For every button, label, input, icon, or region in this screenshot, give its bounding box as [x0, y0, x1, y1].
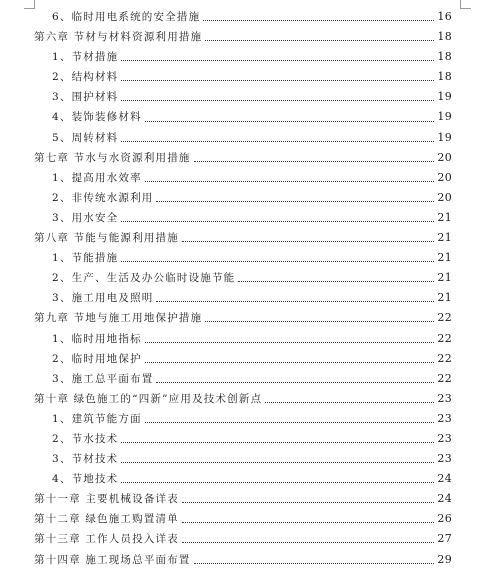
toc-chapter-entry[interactable]	[0, 308, 452, 328]
toc-page-number: 21	[437, 271, 452, 285]
toc-page-number: 22	[437, 371, 452, 385]
toc-leader-dots	[145, 120, 435, 122]
toc-leader-dots	[182, 501, 434, 503]
toc-leader-dots	[121, 140, 434, 142]
toc-section-entry[interactable]	[0, 168, 452, 188]
toc-chapter-entry[interactable]	[0, 550, 452, 570]
toc-page-number: 23	[437, 411, 452, 425]
toc-section-entry[interactable]	[0, 288, 452, 308]
toc-section-entry[interactable]	[0, 7, 452, 27]
toc-page-number: 21	[437, 231, 452, 245]
toc-section-entry[interactable]	[0, 429, 452, 449]
toc-entry-label: 2、生产、生活及办公临时设施节能	[52, 272, 236, 285]
toc-entry-label: 3、节材技术	[52, 453, 119, 466]
toc-entry-label: 第八章 节能与能源利用措施	[34, 232, 179, 245]
toc-chapter-entry[interactable]	[0, 489, 452, 509]
toc-entry-label: 第九章 节地与施工用地保护措施	[34, 312, 203, 325]
toc-page-number: 18	[437, 30, 452, 44]
toc-leader-dots	[194, 160, 435, 162]
toc-page-number: 19	[437, 130, 452, 144]
toc-leader-dots	[121, 441, 434, 443]
toc-section-entry[interactable]	[0, 268, 452, 288]
toc-chapter-entry[interactable]	[0, 27, 452, 47]
toc-entry-label: 3、用水安全	[52, 211, 119, 224]
toc-leader-dots	[203, 19, 434, 21]
toc-leader-dots	[121, 79, 434, 81]
toc-page-number: 22	[437, 351, 452, 365]
toc-page-number: 23	[437, 391, 452, 405]
toc-chapter-entry[interactable]	[0, 529, 452, 549]
toc-page-number: 20	[437, 170, 452, 184]
toc-entry-label: 1、提高用水效率	[52, 171, 142, 184]
toc-leader-dots	[121, 461, 434, 463]
toc-section-entry[interactable]	[0, 67, 452, 87]
toc-leader-dots	[182, 521, 434, 523]
toc-entry-label: 2、节水技术	[52, 432, 119, 445]
toc-page-number: 23	[437, 452, 452, 466]
toc-page-number: 23	[437, 431, 452, 445]
toc-page-number: 26	[437, 512, 452, 526]
toc-entry-label: 5、周转材料	[52, 131, 119, 144]
toc-leader-dots	[156, 200, 434, 202]
toc-entry-label: 第十四章 施工现场总平面布置	[34, 553, 191, 566]
toc-page-number: 24	[437, 492, 452, 506]
toc-page-number: 20	[437, 190, 452, 204]
toc-page-number: 19	[437, 110, 452, 124]
toc-page-number: 21	[437, 291, 452, 305]
toc-section-entry[interactable]	[0, 469, 452, 489]
toc-entry-label: 1、节能措施	[52, 252, 119, 265]
toc-page-number: 21	[437, 210, 452, 224]
toc-page-number: 22	[437, 331, 452, 345]
toc-entry-label: 3、施工总平面布置	[52, 372, 154, 385]
toc-entry-label: 第六章 节材与材料资源利用措施	[34, 31, 203, 44]
toc-entry-label: 2、结构材料	[52, 71, 119, 84]
toc-section-entry[interactable]	[0, 369, 452, 389]
table-of-contents	[0, 7, 485, 570]
toc-chapter-entry[interactable]	[0, 389, 452, 409]
toc-entry-label: 第十章 绿色施工的“四新”应用及技术创新点	[34, 392, 263, 405]
toc-section-entry[interactable]	[0, 349, 452, 369]
toc-page-number: 22	[437, 311, 452, 325]
toc-leader-dots	[156, 381, 434, 383]
toc-leader-dots	[145, 341, 435, 343]
toc-entry-label: 第十二章 绿色施工购置清单	[34, 513, 179, 526]
toc-page-number: 16	[437, 10, 452, 23]
toc-entry-label: 3、围护材料	[52, 91, 119, 104]
toc-section-entry[interactable]	[0, 409, 452, 429]
toc-leader-dots	[265, 401, 434, 403]
toc-page-number: 18	[437, 70, 452, 84]
toc-page-number: 21	[437, 251, 452, 265]
toc-page-number: 24	[437, 472, 452, 486]
toc-leader-dots	[205, 320, 434, 322]
toc-chapter-entry[interactable]	[0, 148, 452, 168]
toc-leader-dots	[182, 240, 434, 242]
toc-section-entry[interactable]	[0, 47, 452, 67]
toc-entry-label: 4、装饰装修材料	[52, 111, 142, 124]
toc-leader-dots	[121, 481, 434, 483]
toc-section-entry[interactable]	[0, 87, 452, 107]
toc-page-number: 20	[437, 150, 452, 164]
toc-leader-dots	[121, 260, 434, 262]
toc-leader-dots	[145, 180, 435, 182]
toc-leader-dots	[145, 421, 435, 423]
toc-page-number: 19	[437, 90, 452, 104]
toc-chapter-entry[interactable]	[0, 509, 452, 529]
toc-section-entry[interactable]	[0, 449, 452, 469]
toc-section-entry[interactable]	[0, 329, 452, 349]
toc-leader-dots	[121, 220, 434, 222]
toc-section-entry[interactable]	[0, 128, 452, 148]
toc-leader-dots	[194, 562, 435, 564]
toc-section-entry[interactable]	[0, 188, 452, 208]
toc-chapter-entry[interactable]	[0, 228, 452, 248]
toc-entry-label: 4、节地技术	[52, 473, 119, 486]
toc-entry-label: 1、节材措施	[52, 51, 119, 64]
toc-leader-dots	[145, 361, 435, 363]
toc-leader-dots	[238, 280, 434, 282]
toc-leader-dots	[121, 99, 434, 101]
toc-entry-label: 1、建筑节能方面	[52, 412, 142, 425]
toc-leader-dots	[182, 541, 434, 543]
toc-page-number: 18	[437, 50, 452, 64]
toc-section-entry[interactable]	[0, 248, 452, 268]
toc-entry-label: 6、临时用电系统的安全措施	[52, 11, 201, 23]
toc-entry-label: 1、临时用地指标	[52, 332, 142, 345]
toc-entry-label: 2、非传统水源利用	[52, 191, 154, 204]
toc-leader-dots	[121, 59, 434, 61]
toc-entry-label: 第十三章 工作人员投入详表	[34, 533, 179, 546]
toc-entry-label: 第七章 节水与水资源利用措施	[34, 151, 191, 164]
toc-section-entry[interactable]	[0, 208, 452, 228]
toc-section-entry[interactable]	[0, 107, 452, 127]
toc-entry-label: 3、施工用电及照明	[52, 292, 154, 305]
toc-entry-label: 第十一章 主要机械设备详表	[34, 493, 179, 506]
toc-leader-dots	[156, 300, 434, 302]
toc-page-number: 29	[437, 552, 452, 566]
toc-page-number: 27	[437, 532, 452, 546]
toc-entry-label: 2、临时用地保护	[52, 352, 142, 365]
toc-leader-dots	[205, 39, 434, 41]
